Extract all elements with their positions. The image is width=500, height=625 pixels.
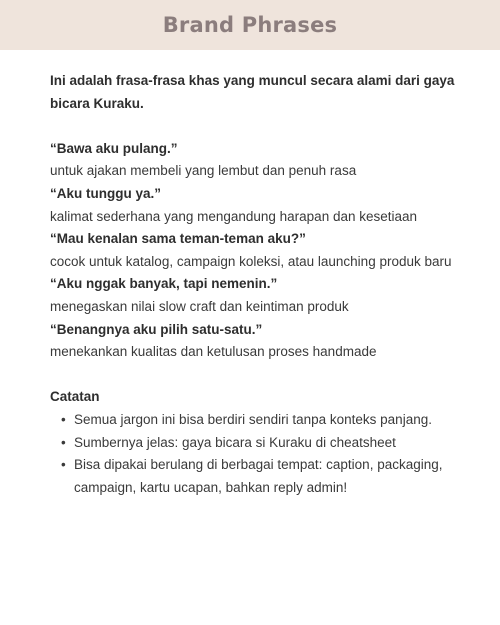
document-body bbox=[50, 70, 465, 499]
notes-item-text: Bisa dipakai berulang di berbagai tempat: caption, packaging, campaign, kartu ucapan, bahkan reply admin! bbox=[74, 457, 443, 495]
notes-list bbox=[50, 409, 465, 499]
phrase-description: cocok untuk katalog, campaign koleksi, atau launching produk baru bbox=[50, 253, 452, 269]
notes-item-text: Sumbernya jelas: gaya bicara si Kuraku di cheatsheet bbox=[74, 434, 396, 450]
phrase-text: “Aku nggak banyak, tapi nemenin.” bbox=[50, 276, 278, 292]
phrase-description: untuk ajakan membeli yang lembut dan penuh rasa bbox=[50, 163, 357, 179]
phrase-text: “Aku tunggu ya.” bbox=[50, 185, 161, 201]
page-title: Brand Phrases bbox=[162, 13, 338, 37]
notes-list-item bbox=[58, 409, 465, 432]
phrase-list bbox=[50, 138, 465, 364]
bullet-icon: • bbox=[61, 457, 66, 473]
phrase-text: “Benangnya aku pilih satu-satu.” bbox=[50, 321, 263, 337]
phrase-text: “Mau kenalan sama teman-teman aku?” bbox=[50, 231, 306, 247]
notes-list-item bbox=[58, 432, 465, 455]
phrase-description: menekankan kualitas dan ketulusan proses handmade bbox=[50, 344, 377, 360]
bullet-icon: • bbox=[61, 434, 66, 450]
phrase-text: “Bawa aku pulang.” bbox=[50, 140, 178, 156]
notes-heading: Catatan bbox=[50, 389, 100, 405]
intro-text: Ini adalah frasa-frasa khas yang muncul secara alami dari gaya bicara Kuraku. bbox=[50, 73, 455, 111]
header-bar bbox=[0, 0, 500, 50]
phrase-description: kalimat sederhana yang mengandung harapan dan kesetiaan bbox=[50, 208, 418, 224]
bullet-icon: • bbox=[61, 411, 66, 427]
phrase-description: menegaskan nilai slow craft dan keintiman produk bbox=[50, 298, 349, 314]
notes-item-text: Semua jargon ini bisa berdiri sendiri tanpa konteks panjang. bbox=[74, 411, 432, 427]
notes-list-item bbox=[58, 454, 465, 499]
